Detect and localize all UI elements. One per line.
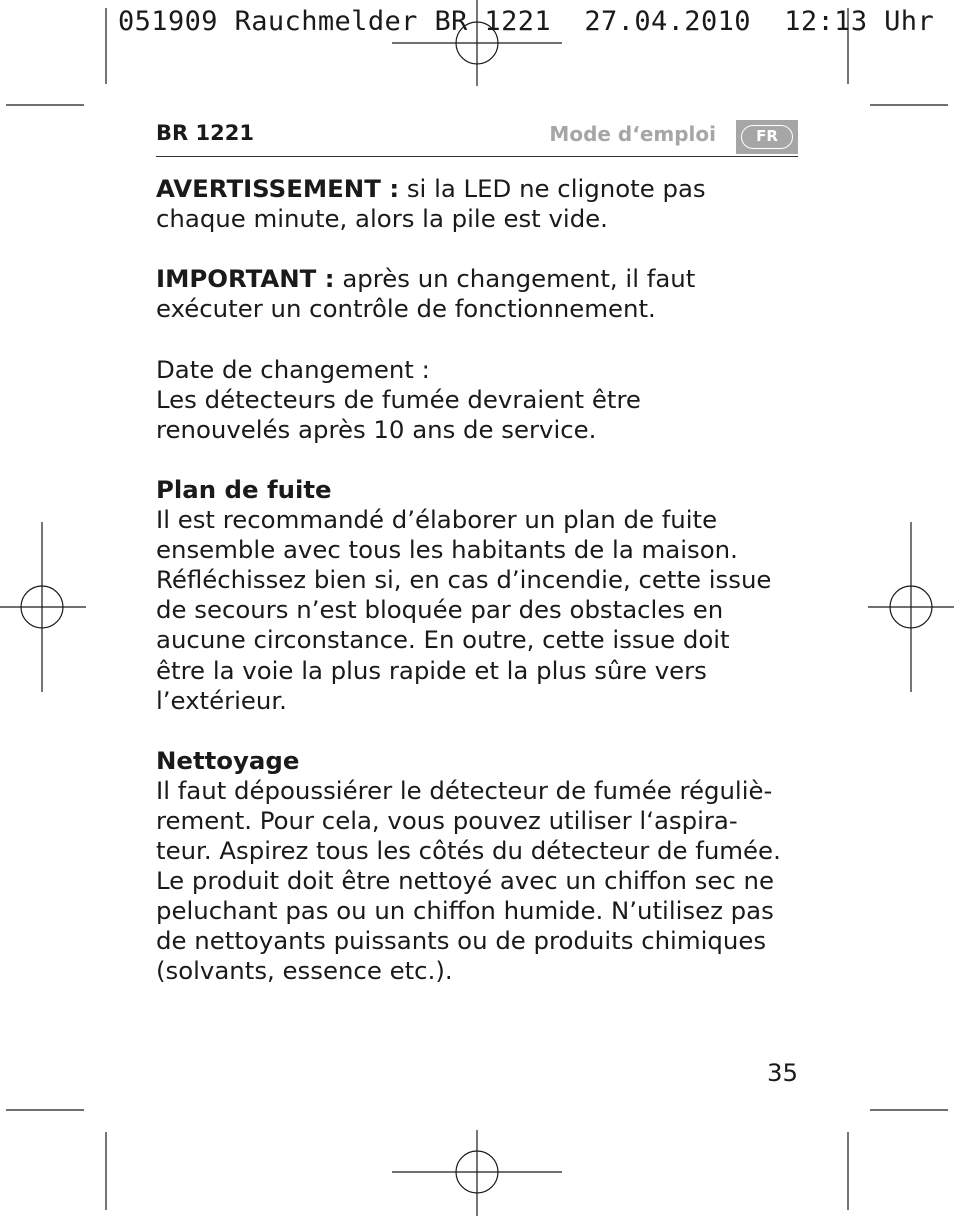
escape-plan-text: de secours n’est bloquée par des obstacles en [156, 595, 724, 625]
cleaning-text: Il faut dépoussiérer le détecteur de fumée réguliè- [156, 775, 773, 805]
escape-plan-text: aucune circonstance. En outre, cette issue doit [156, 625, 730, 655]
important-text: exécuter un contrôle de fonctionnement. [156, 294, 656, 324]
escape-plan-text: Il est recommandé d’élaborer un plan de fuite [156, 505, 718, 535]
registration-mark-right [868, 522, 954, 692]
escape-plan-text: Réfléchissez bien si, en cas d’incendie, cette issue [156, 565, 772, 595]
language-badge [736, 120, 798, 154]
replacement-text: Les détecteurs de fumée devraient être [156, 384, 641, 414]
warning-text: chaque minute, alors la pile est vide. [156, 204, 608, 234]
print-slug: 051909 Rauchmelder BR 1221 27.04.2010 12:13 Uhr [118, 6, 935, 37]
warning-text: si la LED ne clignote pas [399, 174, 706, 203]
escape-plan-text: être la voie la plus rapide et la plus sûre vers [156, 655, 707, 685]
page-content [156, 174, 806, 1017]
cleaning-text: de nettoyants puissants ou de produits chimiques [156, 926, 767, 956]
cleaning-text: teur. Aspirez tous les côtés du détecteur de fumée. [156, 836, 781, 866]
cleaning-title: Nettoyage [156, 745, 300, 775]
cleaning-text: rement. Pour cela, vous pouvez utiliser l‘aspira- [156, 805, 738, 835]
language-code: FR [741, 125, 793, 149]
important-text: après un changement, il faut [334, 264, 696, 294]
escape-plan-text: l’extérieur. [156, 685, 287, 715]
replacement-date-label: Date de changement : [156, 354, 430, 384]
section-label: Mode d‘emploi [549, 122, 716, 146]
running-header [156, 118, 798, 157]
registration-mark-left [0, 522, 86, 692]
escape-plan-title: Plan de fuite [156, 474, 332, 504]
cleaning-section [156, 746, 806, 987]
escape-plan-text: ensemble avec tous les habitants de la maison. [156, 535, 738, 565]
model-number: BR 1221 [156, 121, 254, 145]
important-paragraph [156, 264, 806, 324]
warning-label: AVERTISSEMENT : [156, 174, 400, 203]
cleaning-text: Le produit doit être nettoyé avec un chiffon sec ne [156, 866, 775, 896]
important-label: IMPORTANT : [156, 264, 335, 294]
warning-paragraph [156, 174, 806, 234]
escape-plan-section [156, 475, 806, 716]
cleaning-text: peluchant pas ou un chiffon humide. N’utilisez pas [156, 896, 774, 926]
registration-mark-top [392, 0, 562, 86]
page-number: 35 [766, 1058, 798, 1087]
cleaning-text: (solvants, essence etc.). [156, 956, 453, 986]
replacement-text: renouvelés après 10 ans de service. [156, 414, 597, 444]
replacement-paragraph [156, 355, 806, 445]
registration-mark-bottom [392, 1130, 562, 1216]
